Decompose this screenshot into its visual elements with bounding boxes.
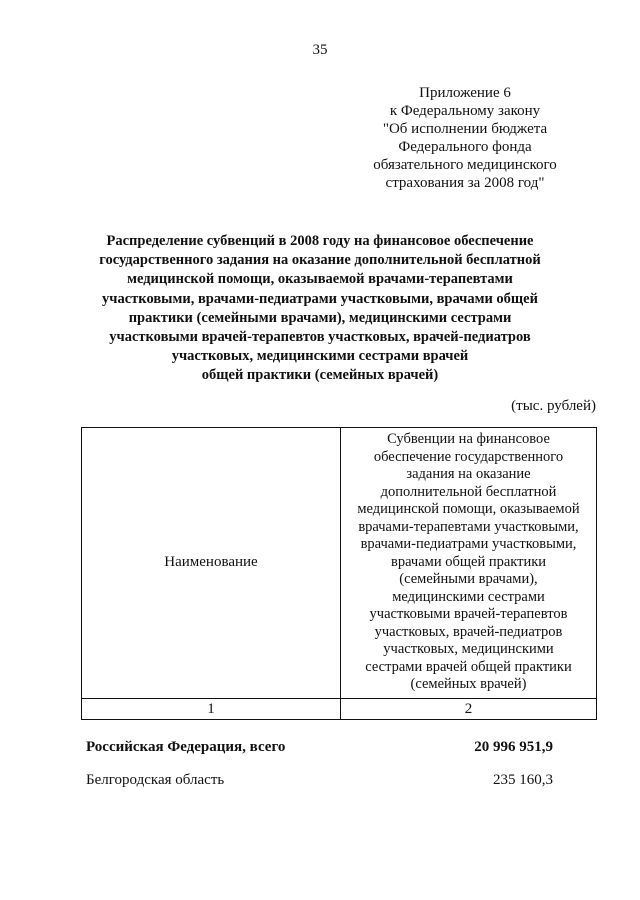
- title-line: медицинской помощи, оказываемой врачами-терапевтами: [127, 271, 513, 288]
- appendix-line: обязательного медицинского: [373, 157, 557, 173]
- row-value: 20 996 951,9: [474, 739, 553, 755]
- title-line: участковых, медицинскими сестрами врачей: [171, 348, 469, 365]
- header-value-line: врачами общей практики: [390, 553, 547, 570]
- row-label: Российская Федерация, всего: [86, 739, 286, 755]
- header-value-line: задания на оказание: [406, 466, 531, 482]
- table-row: [86, 772, 591, 789]
- header-value-line: врачами-терапевтами участковыми,: [358, 518, 579, 535]
- header-value-line: участковых, медицинскими: [383, 641, 554, 657]
- appendix-line: Федерального фонда: [398, 139, 532, 155]
- subsidy-table: [81, 427, 597, 720]
- header-value-line: (семейными врачами),: [399, 571, 538, 587]
- table-row-total: [86, 739, 591, 756]
- appendix-line: "Об исполнении бюджета: [382, 121, 548, 137]
- title-line: участковыми, врачами-педиатрами участковыми, врачами общей: [102, 290, 538, 307]
- units-note: (тыс. рублей): [511, 398, 596, 414]
- page-number: 35: [312, 42, 328, 58]
- header-value-cell: [341, 428, 596, 698]
- header-value-line: Субвенции на финансовое: [387, 431, 550, 447]
- header-value-line: сестрами врачей общей практики: [365, 658, 572, 675]
- table-header: [82, 428, 596, 699]
- header-value-line: обеспечение государственного: [373, 448, 564, 465]
- title-line: государственного задания на оказание дополнительной бесплатной: [99, 252, 541, 269]
- title-line: практики (семейными врачами), медицинскими сестрами: [128, 309, 512, 326]
- row-value: 235 160,3: [493, 772, 553, 788]
- column-number-row: [82, 699, 596, 719]
- appendix-reference: [340, 84, 590, 192]
- title-line: Распределение субвенций в 2008 году на финансовое обеспечение: [106, 233, 534, 249]
- document-title: [70, 232, 570, 386]
- header-value-line: врачами-педиатрами участковыми,: [360, 536, 577, 552]
- appendix-line: страхования за 2008 год": [385, 175, 545, 191]
- header-value-line: медицинской помощи, оказываемой: [357, 501, 580, 517]
- appendix-line: Приложение 6: [419, 85, 511, 101]
- header-value-line: (семейных врачей): [410, 676, 527, 692]
- header-value-line: участковыми врачей-терапевтов: [369, 606, 568, 622]
- header-value-line: участковых, врачей-педиатров: [374, 623, 563, 640]
- header-value-line: дополнительной бесплатной: [380, 483, 557, 500]
- appendix-line: к Федеральному закону: [389, 103, 541, 119]
- column-number-2: 2: [464, 700, 473, 717]
- row-label: Белгородская область: [86, 772, 225, 788]
- title-line: участковыми врачей-терапевтов участковых, врачей-педиатров: [109, 329, 531, 346]
- title-line: общей практики (семейных врачей): [201, 367, 439, 384]
- header-value-line: медицинскими сестрами: [392, 588, 545, 605]
- header-name-cell: Наименование: [82, 428, 341, 698]
- column-number-1: 1: [82, 699, 341, 719]
